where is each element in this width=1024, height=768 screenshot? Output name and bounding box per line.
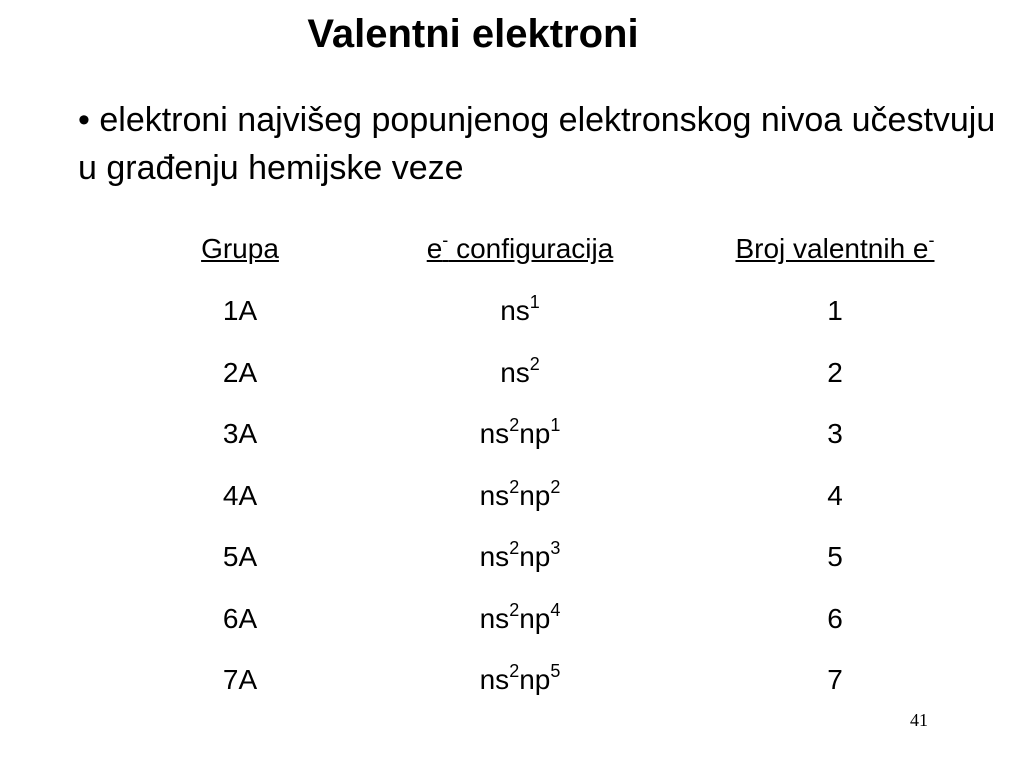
config-s: ns <box>479 664 510 695</box>
table-cell-broj: 7 <box>827 664 843 695</box>
config-p: np <box>519 418 551 449</box>
header-e-superscript: - <box>442 229 449 250</box>
table-cell-configuracija <box>370 660 670 697</box>
table-cell-broj: 5 <box>827 541 843 572</box>
config-p-exp: 4 <box>550 599 561 620</box>
config-p: np <box>519 480 551 511</box>
table-header-configuracija <box>370 229 670 266</box>
table-cell-broj: 2 <box>827 357 843 388</box>
table-cell-configuracija <box>370 537 670 574</box>
table-cell-configuracija <box>370 476 670 513</box>
config-s-exp: 2 <box>509 599 520 620</box>
table-cell-grupa: 7A <box>222 664 258 695</box>
table-cell-grupa: 6A <box>222 603 258 634</box>
header-e: e <box>426 233 443 264</box>
header-broj-superscript: - <box>928 229 935 250</box>
config-s-exp: 2 <box>509 414 520 435</box>
config-s: ns <box>500 357 530 388</box>
table-cell-broj: 4 <box>827 480 843 511</box>
table-cell-broj: 3 <box>827 418 843 449</box>
table-cell-grupa: 4A <box>222 480 258 511</box>
slide-title: Valentni elektroni <box>307 12 639 56</box>
bullet-text: • elektroni najvišeg popunjenog elektronskog nivoa učestvuju u građenju hemijske veze <box>78 101 996 187</box>
table-cell-grupa: 1A <box>222 295 258 326</box>
header-broj-text: Broj valentnih e <box>735 233 929 264</box>
config-p-exp: 2 <box>550 476 561 497</box>
config-p: np <box>519 603 551 634</box>
table-cell-broj: 1 <box>827 295 843 326</box>
table-cell-configuracija <box>370 353 670 390</box>
header-configuracija-text: configuracija <box>448 233 614 264</box>
table-header-broj <box>680 229 990 266</box>
config-s-exp: 1 <box>529 291 540 312</box>
table-cell-broj: 6 <box>827 603 843 634</box>
config-s: ns <box>479 603 510 634</box>
config-s-exp: 2 <box>529 353 540 374</box>
config-p: np <box>519 664 551 695</box>
config-s-exp: 2 <box>509 537 520 558</box>
table-cell-grupa: 5A <box>222 541 258 572</box>
config-s-exp: 2 <box>509 476 520 497</box>
table-cell-grupa: 3A <box>222 418 258 449</box>
table-cell-configuracija <box>370 414 670 451</box>
config-s: ns <box>479 541 510 572</box>
table-cell-configuracija <box>370 599 670 636</box>
config-p-exp: 5 <box>550 660 561 681</box>
table-cell-grupa: 2A <box>222 357 258 388</box>
config-s: ns <box>479 418 510 449</box>
config-s: ns <box>500 295 530 326</box>
page-number: 41 <box>910 710 928 730</box>
table-cell-configuracija <box>370 291 670 328</box>
config-p: np <box>519 541 551 572</box>
config-s-exp: 2 <box>509 660 520 681</box>
config-s: ns <box>479 480 510 511</box>
table-header-grupa: Grupa <box>201 233 279 264</box>
config-p-exp: 1 <box>550 414 561 435</box>
config-p-exp: 3 <box>550 537 561 558</box>
